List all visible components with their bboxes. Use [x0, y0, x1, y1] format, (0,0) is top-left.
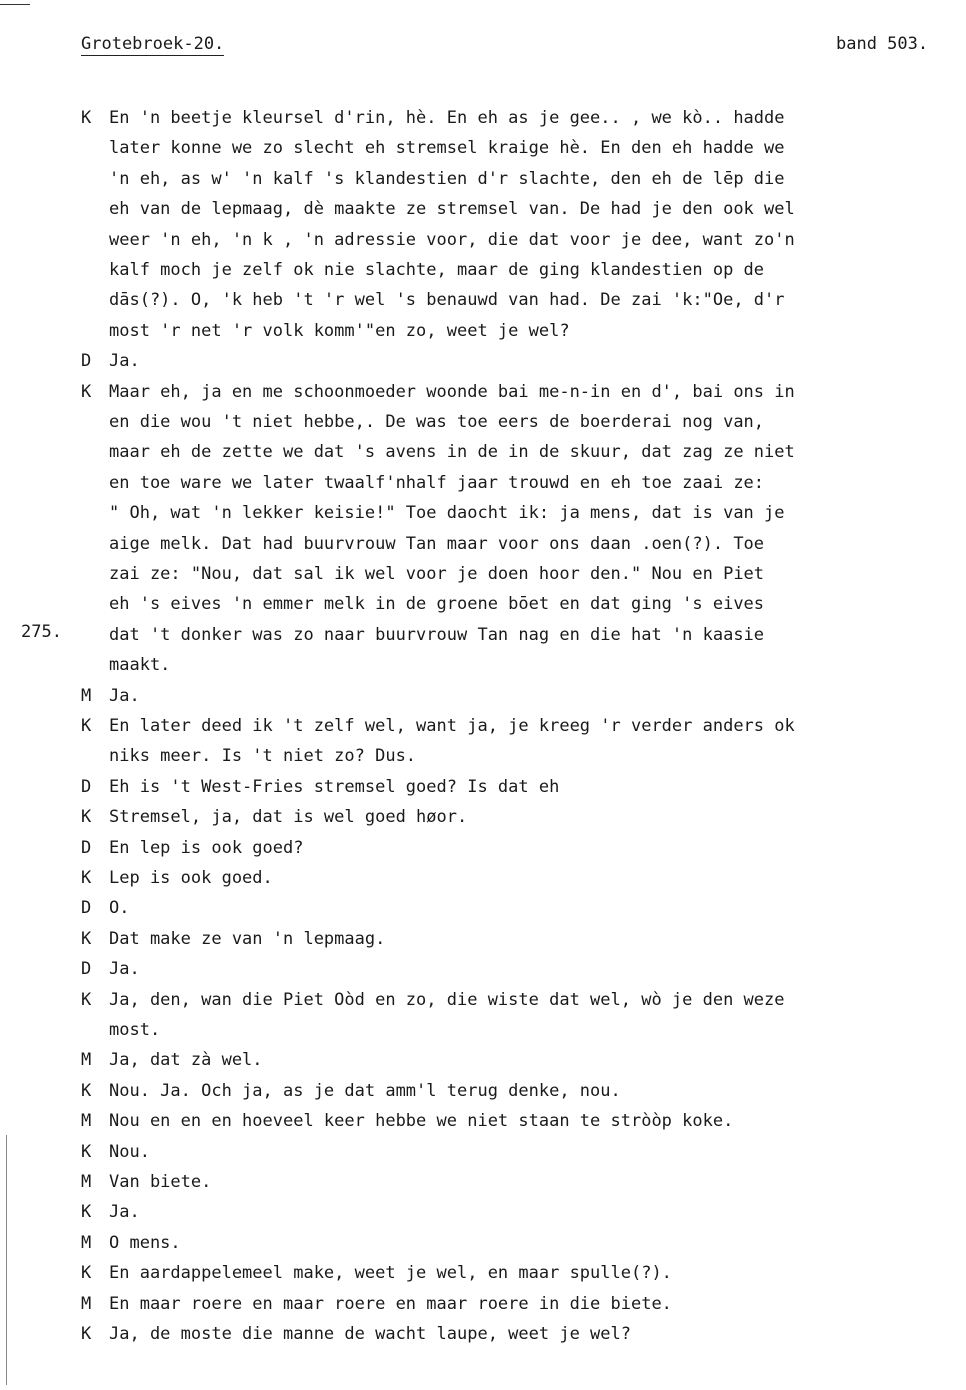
speaker-label: M — [81, 1050, 92, 1071]
dialogue-turn — [81, 985, 951, 1046]
text-line: eh 's eives 'n emmer melk in de groene bōet en dat ging 's eives — [109, 594, 765, 615]
speaker-label: K — [81, 868, 92, 888]
turn-text — [109, 1076, 951, 1106]
dialogue-turn — [81, 377, 951, 681]
text-line: Eh is 't West-Fries stremsel goed? Is dat eh — [109, 776, 560, 797]
text-line: Ja, dat zà wel. — [109, 1050, 263, 1071]
turn-text — [109, 893, 951, 923]
turn-text — [109, 681, 951, 711]
text-line: later konne we zo slecht eh stremsel kraige hè. En den eh hadde we — [109, 138, 785, 159]
top-rule — [0, 4, 30, 5]
margin-mark — [6, 1135, 7, 1385]
turn-text — [109, 1319, 951, 1349]
speaker-label: K — [81, 108, 92, 128]
dialogue-turn — [81, 924, 951, 954]
text-line: Ja. — [109, 351, 140, 372]
speaker-label: K — [81, 1202, 92, 1223]
text-line: niks meer. Is 't niet zo? Dus. — [109, 746, 417, 767]
speaker-label: D — [81, 776, 92, 797]
text-line: maakt. — [109, 655, 171, 676]
text-line: O. — [109, 898, 130, 919]
text-line: Ja. — [109, 685, 140, 706]
speaker-label: D — [81, 898, 92, 919]
text-line: Van biete. — [109, 1172, 212, 1192]
turn-text — [109, 711, 951, 772]
dialogue-turn — [81, 1289, 951, 1319]
speaker-label: D — [81, 351, 92, 372]
dialogue-turn — [81, 954, 951, 984]
turn-text — [109, 924, 951, 954]
dialogue-turn — [81, 1197, 951, 1227]
turn-text — [109, 103, 951, 346]
text-line: most. — [109, 1020, 161, 1040]
turn-text — [109, 377, 951, 681]
speaker-label: M — [81, 685, 92, 706]
speaker-label: M — [81, 1111, 92, 1132]
text-line: En aardappelemeel make, weet je wel, en maar spulle(?). — [109, 1263, 672, 1284]
turn-text — [109, 1137, 951, 1167]
dialogue-turn — [81, 1076, 951, 1106]
speaker-label: K — [81, 716, 92, 736]
text-line: kalf moch je zelf ok nie slachte, maar de ging klandestien op de — [109, 260, 765, 281]
text-line: aige melk. Dat had buurvrouw Tan maar voor ons daan .oen(?). Toe — [109, 533, 765, 554]
text-line: O mens. — [109, 1232, 181, 1253]
dialogue-turn — [81, 1228, 951, 1258]
turn-text — [109, 802, 951, 832]
text-line: Nou. — [109, 1141, 150, 1162]
turn-text — [109, 346, 951, 376]
text-line: zai ze: "Nou, dat sal ik wel voor je doen hoor den." Nou en Piet — [109, 564, 765, 585]
speaker-label: K — [81, 1080, 92, 1101]
speaker-label: K — [81, 381, 92, 402]
turn-text — [109, 1045, 951, 1075]
text-line: En later deed ik 't zelf wel, want ja, je kreeg 'r verder anders ok — [109, 716, 795, 736]
text-line: Maar eh, ja en me schoonmoeder woonde bai me-n-in en d', bai ons in — [109, 381, 795, 402]
dialogue-turn — [81, 1258, 951, 1288]
text-line: Ja, den, wan die Piet Oòd en zo, die wiste dat wel, wò je den weze — [109, 989, 785, 1010]
dialogue-turn — [81, 1045, 951, 1075]
dialogue-turn — [81, 681, 951, 711]
text-line: en die wou 't niet hebbe,. De was toe eers de boerderai nog van, — [109, 412, 765, 432]
dialogue-turn — [81, 772, 951, 802]
text-line: En 'n beetje kleursel d'rin, hè. En eh as je gee.. , we kò.. hadde — [109, 108, 785, 128]
text-line: most 'r net 'r volk komm'"en zo, weet je wel? — [109, 320, 570, 341]
turn-text — [109, 1197, 951, 1227]
dialogue-turn — [81, 893, 951, 923]
dialogue-turn — [81, 802, 951, 832]
text-line: En maar roere en maar roere en maar roere in die biete. — [109, 1293, 672, 1314]
text-line: Nou. Ja. Och ja, as je dat amm'l terug denke, nou. — [109, 1080, 621, 1101]
dialogue-turn — [81, 1106, 951, 1136]
dialogue-turn — [81, 346, 951, 376]
text-line: Dat make ze van 'n lepmaag. — [109, 928, 386, 949]
turn-text — [109, 1258, 951, 1288]
text-line: dat 't donker was zo naar buurvrouw Tan nag en die hat 'n kaasie — [109, 624, 765, 645]
turn-text — [109, 1106, 951, 1136]
turn-text — [109, 985, 951, 1046]
turn-text — [109, 1289, 951, 1319]
speaker-label: M — [81, 1293, 92, 1314]
text-line: En lep is ook goed? — [109, 837, 304, 858]
speaker-label: D — [81, 837, 92, 858]
speaker-label: K — [81, 807, 92, 828]
text-line: Ja, de moste die manne de wacht laupe, weet je wel? — [109, 1324, 631, 1344]
speaker-label: K — [81, 1324, 92, 1344]
dialogue-turn — [81, 103, 951, 346]
turn-text — [109, 1167, 951, 1197]
dialogue-turn — [81, 863, 951, 893]
dialogue-turn — [81, 1167, 951, 1197]
dialogue-turn — [81, 1137, 951, 1167]
turn-text — [109, 833, 951, 863]
speaker-label: M — [81, 1172, 92, 1192]
text-line: Ja. — [109, 1202, 140, 1223]
speaker-label: M — [81, 1232, 92, 1253]
speaker-label: D — [81, 959, 92, 980]
turn-text — [109, 863, 951, 893]
dialogue-turn — [81, 711, 951, 772]
text-line: weer 'n eh, 'n k , 'n adressie voor, die dat voor je dee, want zo'n — [109, 229, 795, 250]
line-number: 275. — [21, 622, 62, 642]
text-line: eh van de lepmaag, dè maakte ze stremsel van. De had je den ook wel — [109, 199, 795, 220]
turn-text — [109, 1228, 951, 1258]
text-line: Ja. — [109, 959, 140, 980]
text-line: Nou en en en hoeveel keer hebbe we niet staan te stròòp koke. — [109, 1111, 734, 1132]
text-line: en toe ware we later twaalf'nhalf jaar trouwd en eh toe zaai ze: — [109, 472, 765, 493]
dialogue-turn — [81, 1319, 951, 1349]
speaker-label: K — [81, 1263, 92, 1284]
text-line: maar eh de zette we dat 's avens in de in de skuur, dat zag ze niet — [109, 442, 795, 463]
band-number: band 503. — [836, 34, 929, 54]
text-line: dās(?). O, 'k heb 't 'r wel 's benauwd van had. De zai 'k:"Oe, d'r — [109, 290, 785, 311]
document-title: Grotebroek-20. — [81, 34, 225, 54]
speaker-label: K — [81, 928, 92, 949]
text-line: 'n eh, as w' 'n kalf 's klandestien d'r slachte, den eh de lēp die — [109, 168, 785, 189]
text-line: Stremsel, ja, dat is wel goed høor. — [109, 807, 468, 828]
dialogue-turn — [81, 833, 951, 863]
speaker-label: K — [81, 1141, 92, 1162]
speaker-label: K — [81, 989, 92, 1010]
text-line: " Oh, wat 'n lekker keisie!" Toe daocht ik: ja mens, dat is van je — [109, 503, 785, 524]
turn-text — [109, 772, 951, 802]
turn-text — [109, 954, 951, 984]
text-line: Lep is ook goed. — [109, 868, 273, 888]
